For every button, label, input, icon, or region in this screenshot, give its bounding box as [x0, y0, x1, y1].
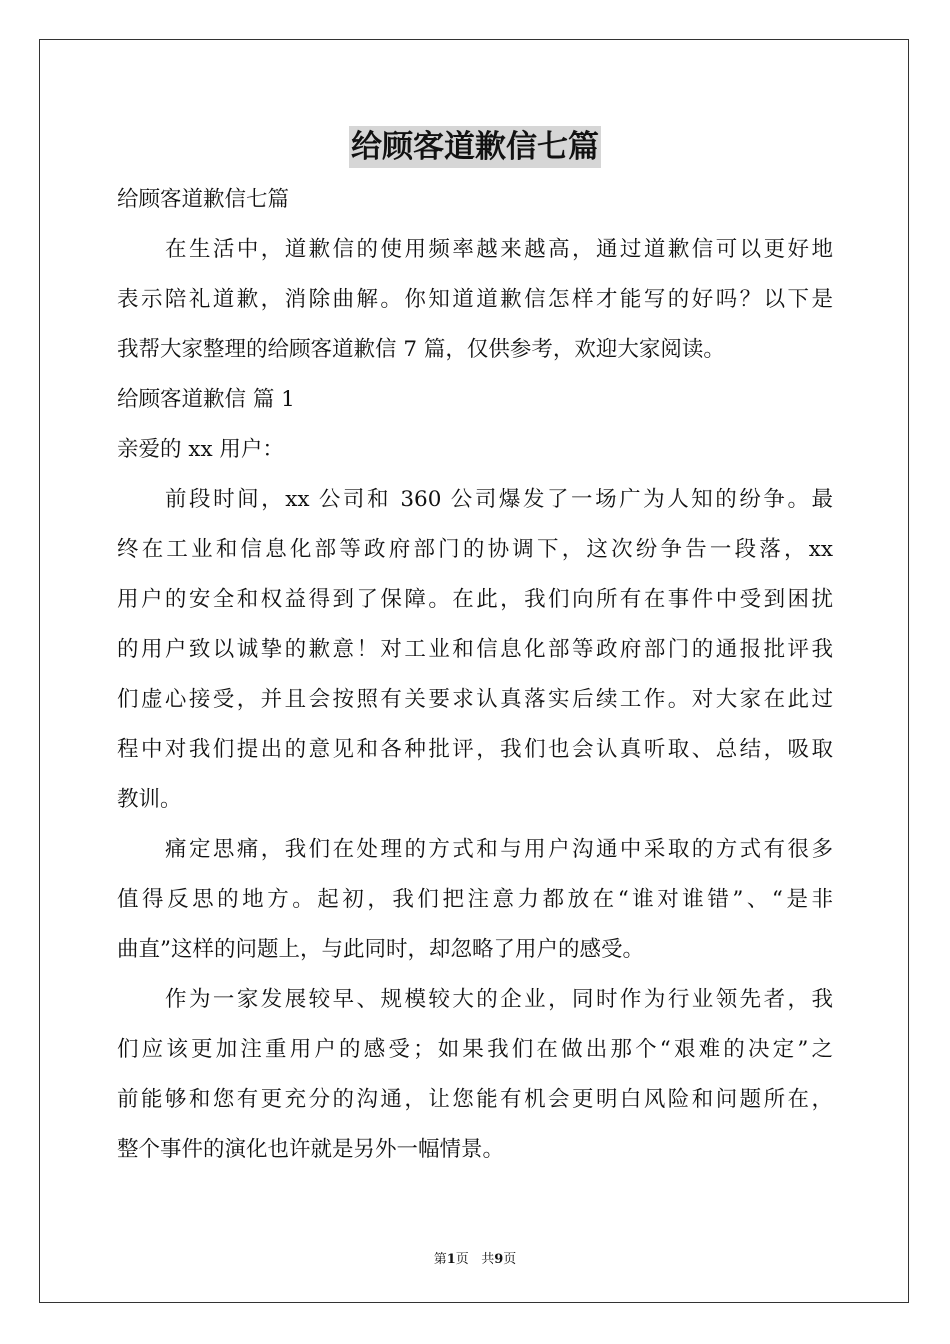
page-prefix: 第: [433, 1252, 447, 1267]
text-line: 终在工业和信息化部等政府部门的协调下，这次纷争告一段落，xx: [117, 537, 833, 562]
text-line: 前能够和您有更充分的沟通，让您能有机会更明白风险和问题所在，: [117, 1087, 833, 1112]
total-prefix: 共: [481, 1252, 495, 1267]
text-line: 值得反思的地方。起初，我们把注意力都放在“谁对谁错”、“是非: [117, 887, 833, 912]
page-number: 1: [446, 1252, 456, 1267]
text-line: 作为一家发展较早、规模较大的企业，同时作为行业领先者，我: [165, 987, 833, 1012]
text-line: 的用户致以诚挚的歉意！对工业和信息化部等政府部门的通报批评我: [117, 637, 833, 662]
text-line: 程中对我们提出的意见和各种批评，我们也会认真听取、总结，吸取: [117, 737, 833, 762]
document-title: 给顾客道歉信七篇: [349, 126, 601, 168]
text-line: 给顾客道歉信七篇: [117, 187, 290, 212]
text-line: 教训。: [117, 787, 182, 812]
document-body: [117, 175, 833, 1175]
page-footer: [0, 1248, 950, 1267]
text-line: 痛定思痛，我们在处理的方式和与用户沟通中采取的方式有很多: [165, 837, 833, 862]
title-wrap: [0, 126, 950, 168]
page-suffix: 页: [455, 1252, 469, 1267]
text-line: 在生活中，道歉信的使用频率越来越高，通过道歉信可以更好地: [165, 237, 833, 262]
text-line: 整个事件的演化也许就是另外一幅情景。: [117, 1137, 505, 1162]
text-line: 亲爱的 xx 用户：: [117, 437, 284, 462]
text-line: 曲直”这样的问题上，与此同时，却忽略了用户的感受。: [117, 937, 644, 962]
text-line: 给顾客道歉信 篇 1: [117, 387, 295, 412]
text-line: 表示陪礼道歉，消除曲解。你知道道歉信怎样才能写的好吗？以下是: [117, 287, 833, 312]
text-line: 们应该更加注重用户的感受；如果我们在做出那个“艰难的决定”之: [117, 1037, 833, 1062]
total-suffix: 页: [503, 1252, 517, 1267]
text-line: 们虚心接受，并且会按照有关要求认真落实后续工作。对大家在此过: [117, 687, 833, 712]
text-line: 我帮大家整理的给顾客道歉信 7 篇，仅供参考，欢迎大家阅读。: [117, 337, 725, 362]
total-pages: 9: [494, 1252, 504, 1267]
text-line: 用户的安全和权益得到了保障。在此，我们向所有在事件中受到困扰: [117, 587, 833, 612]
text-line: 前段时间，xx 公司和 360 公司爆发了一场广为人知的纷争。最: [165, 487, 833, 512]
